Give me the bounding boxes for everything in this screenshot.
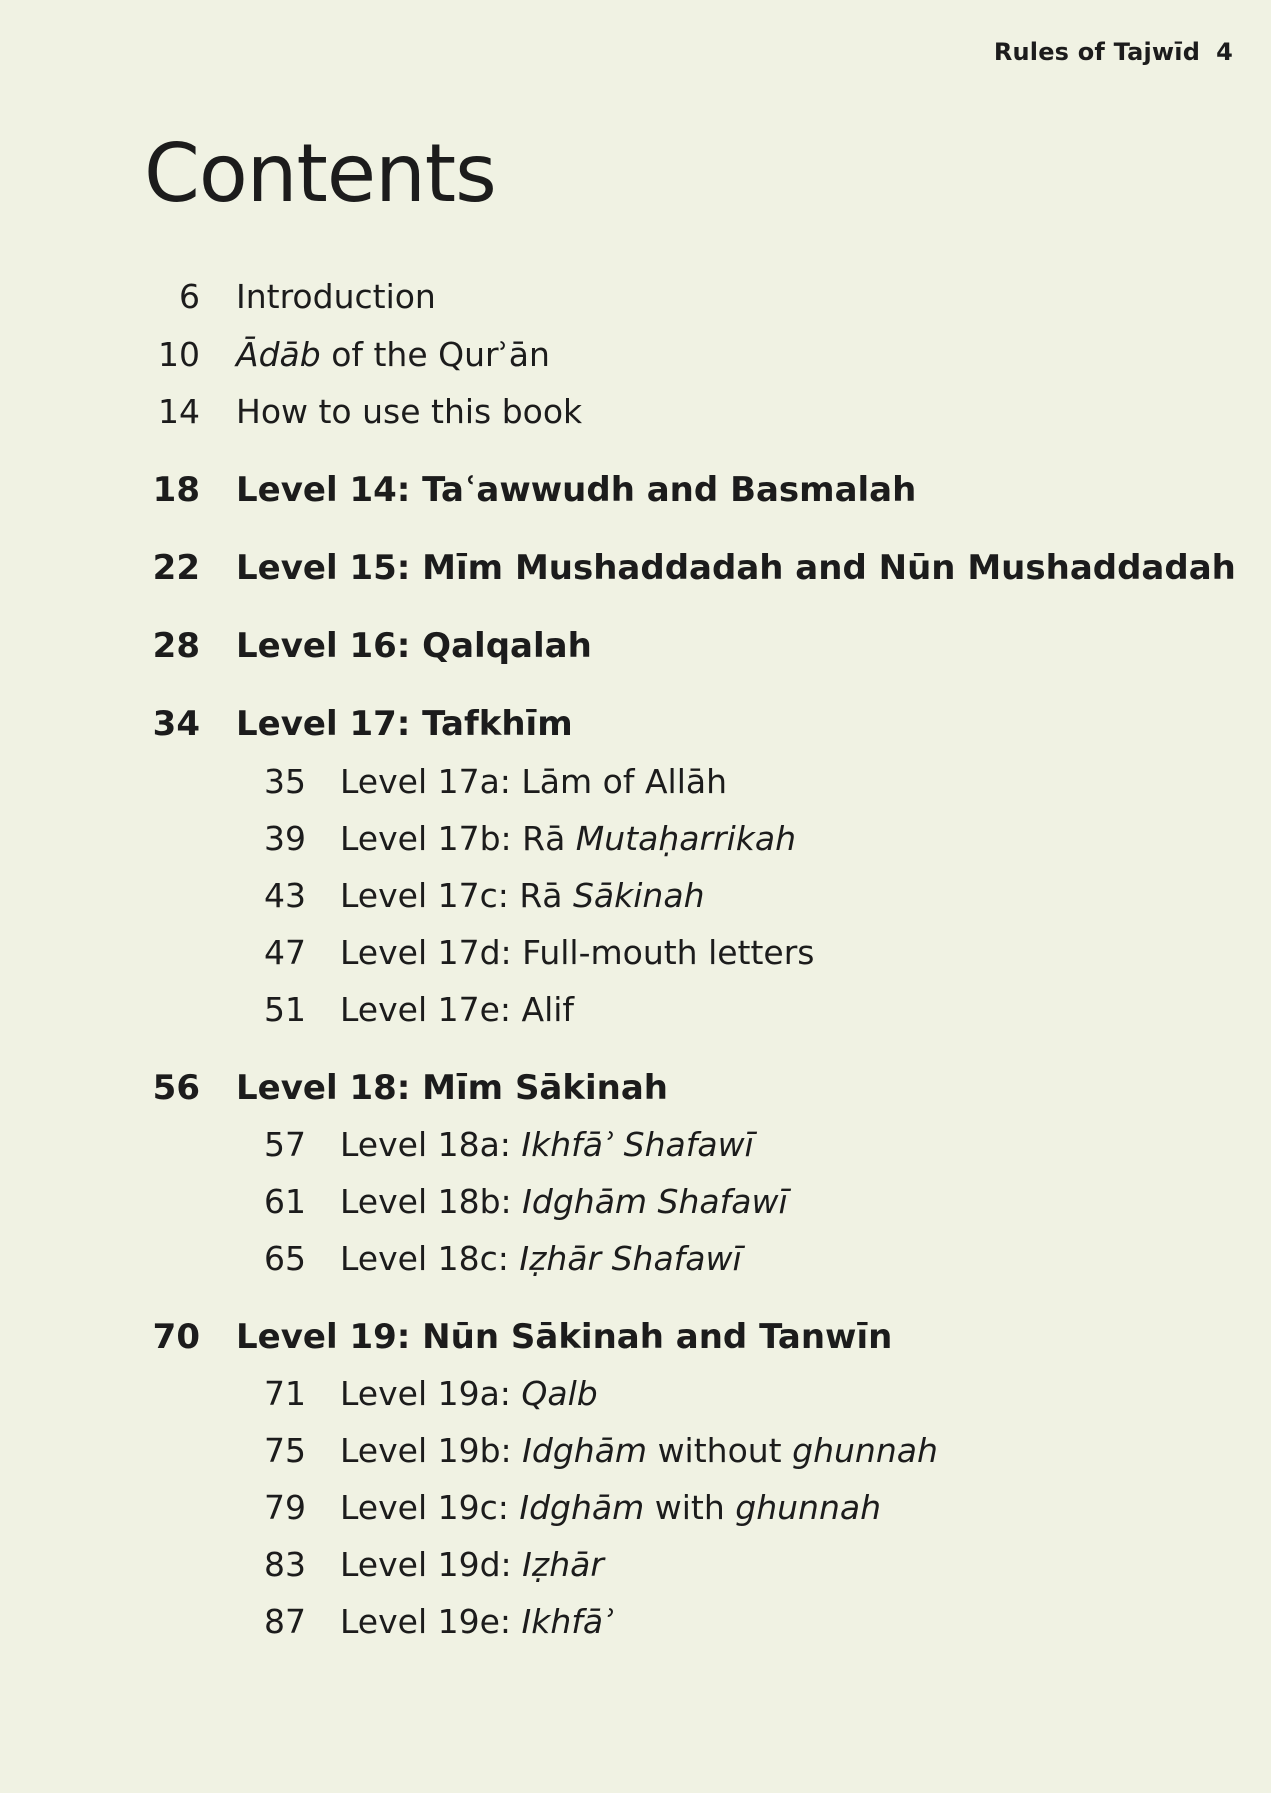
toc-label: Level 19d: Iẓhār	[340, 1545, 604, 1584]
toc-label: Level 19a: Qalb	[340, 1374, 598, 1413]
toc-page-number: 14	[158, 392, 200, 431]
toc-label: Level 14: Taʿawwudh and Basmalah	[236, 470, 917, 510]
toc-page-number: 22	[152, 548, 200, 588]
toc-label: Level 18a: Ikhfāʾ Shafawī	[340, 1125, 754, 1164]
toc-page-number: 79	[264, 1488, 306, 1527]
toc-page-number: 56	[152, 1068, 200, 1108]
toc-label: Level 18c: Iẓhār Shafawī	[340, 1239, 742, 1278]
toc-label: Level 17c: Rā Sākinah	[340, 876, 705, 915]
toc-page-number: 61	[264, 1182, 306, 1221]
toc-page-number: 39	[264, 819, 306, 858]
toc-page-number: 18	[152, 470, 200, 510]
toc-label: Level 15: Mīm Mushaddadah and Nūn Mushaddadah	[236, 548, 1236, 588]
toc-label: Level 16: Qalqalah	[236, 626, 592, 666]
toc-page-number: 87	[264, 1602, 306, 1641]
toc-label: Level 19c: Idghām with ghunnah	[340, 1488, 882, 1527]
toc-page-number: 51	[264, 990, 306, 1029]
toc-page-number: 70	[152, 1317, 200, 1357]
toc-page-number: 35	[264, 762, 306, 801]
toc-page-number: 75	[264, 1431, 306, 1470]
toc-page-number: 65	[264, 1239, 306, 1278]
toc-label: Level 17d: Full-mouth letters	[340, 933, 815, 972]
toc-label: Level 18b: Idghām Shafawī	[340, 1182, 788, 1221]
toc-page-number: 71	[264, 1374, 306, 1413]
running-header	[994, 38, 1233, 66]
toc-label: Level 17b: Rā Mutaḥarrikah	[340, 819, 797, 858]
toc-page-number: 43	[264, 876, 306, 915]
toc-page-number: 28	[152, 626, 200, 666]
page-title: Contents	[144, 127, 496, 220]
toc-label: Level 19e: Ikhfāʾ	[340, 1602, 614, 1641]
toc-label: Level 17: Tafkhīm	[236, 704, 573, 744]
toc-label: Level 18: Mīm Sākinah	[236, 1068, 668, 1108]
toc-label: Level 17e: Alif	[340, 990, 575, 1029]
toc-label: Introduction	[236, 277, 436, 316]
toc-label: Ādāb of the Qurʾān	[236, 335, 550, 374]
toc-label: How to use this book	[236, 392, 583, 431]
toc-page-number: 10	[158, 335, 200, 374]
toc-page-number: 57	[264, 1125, 306, 1164]
toc-label: Level 17a: Lām of Allāh	[340, 762, 728, 801]
page-number: 4	[1216, 38, 1233, 66]
toc-page-number: 34	[152, 704, 200, 744]
toc-page-number: 47	[264, 933, 306, 972]
toc-label: Level 19b: Idghām without ghunnah	[340, 1431, 938, 1470]
toc-label: Level 19: Nūn Sākinah and Tanwīn	[236, 1317, 893, 1357]
running-title: Rules of Tajwīd	[993, 38, 1201, 66]
toc-page-number: 83	[264, 1545, 306, 1584]
toc-page-number: 6	[179, 277, 200, 316]
